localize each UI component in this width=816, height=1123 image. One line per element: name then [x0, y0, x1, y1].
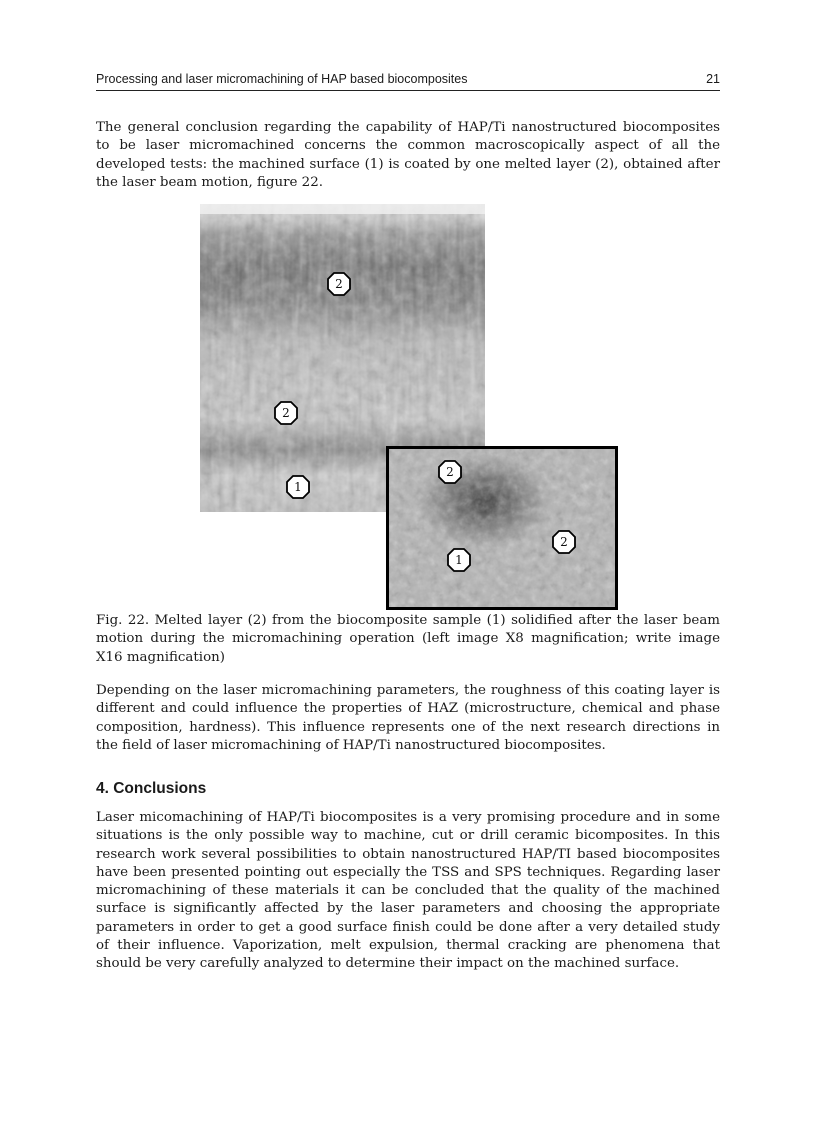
marker-label: 2	[282, 406, 290, 420]
running-header	[96, 70, 720, 91]
marker-label: 2	[446, 465, 454, 479]
melted-layer-marker	[438, 460, 462, 484]
intro-paragraph: The general conclusion regarding the capability of HAP/Ti nanostructured biocomposites to be laser micromachined concerns the common macroscopically aspect of all the developed tests: the machined surface (1) is coated by one melted layer (2), obtained after the laser beam motion, figure 22.	[96, 120, 720, 190]
sample-marker	[447, 548, 471, 572]
marker-label: 2	[560, 535, 568, 549]
discussion-paragraph: Depending on the laser micromachining parameters, the roughness of this coating layer is different and could influence the properties of HAZ (microstructure, chemical and phase composition, hardness). This influence represents one of the next research directions in the field of laser micromachining of HAP/Ti nanostructured biocomposites.	[96, 683, 720, 753]
melted-layer-marker	[327, 272, 351, 296]
figure-caption: Fig. 22. Melted layer (2) from the biocomposite sample (1) solidified after the laser beam motion during the micromachining operation (left image X8 magnification; write image X16 magnification)	[96, 613, 720, 665]
marker-label: 1	[455, 553, 463, 567]
melted-layer-marker	[552, 530, 576, 554]
micrograph-x16	[386, 446, 618, 610]
conclusions-paragraph: Laser micomachining of HAP/Ti biocomposites is a very promising procedure and in some situations is the only possible way to machine, cut or drill ceramic bicomposites. In this research work several possibilities to obtain nanostructured HAP/TI based biocomposites have been presented pointing out especially the TSS and SPS techniques. Regarding laser micromachining of these materials it can be concluded that the quality of the machined surface is significantly affected by the laser parameters and choosing the appropriate parameters in order to get a good surface finish could be done after a very detailed study of their influence. Vaporization, melt expulsion, thermal cracking are phenomena that should be very carefully analyzed to determine their impact on the machined surface.	[96, 810, 720, 972]
figure-22	[200, 204, 618, 610]
sample-marker	[286, 475, 310, 499]
section-heading: 4. Conclusions	[96, 780, 207, 797]
running-title: Processing and laser micromachining of HAP based biocomposites	[96, 72, 468, 86]
page-number: 21	[706, 72, 720, 86]
melted-layer-marker	[274, 401, 298, 425]
marker-label: 1	[294, 480, 302, 494]
marker-label: 2	[335, 277, 343, 291]
